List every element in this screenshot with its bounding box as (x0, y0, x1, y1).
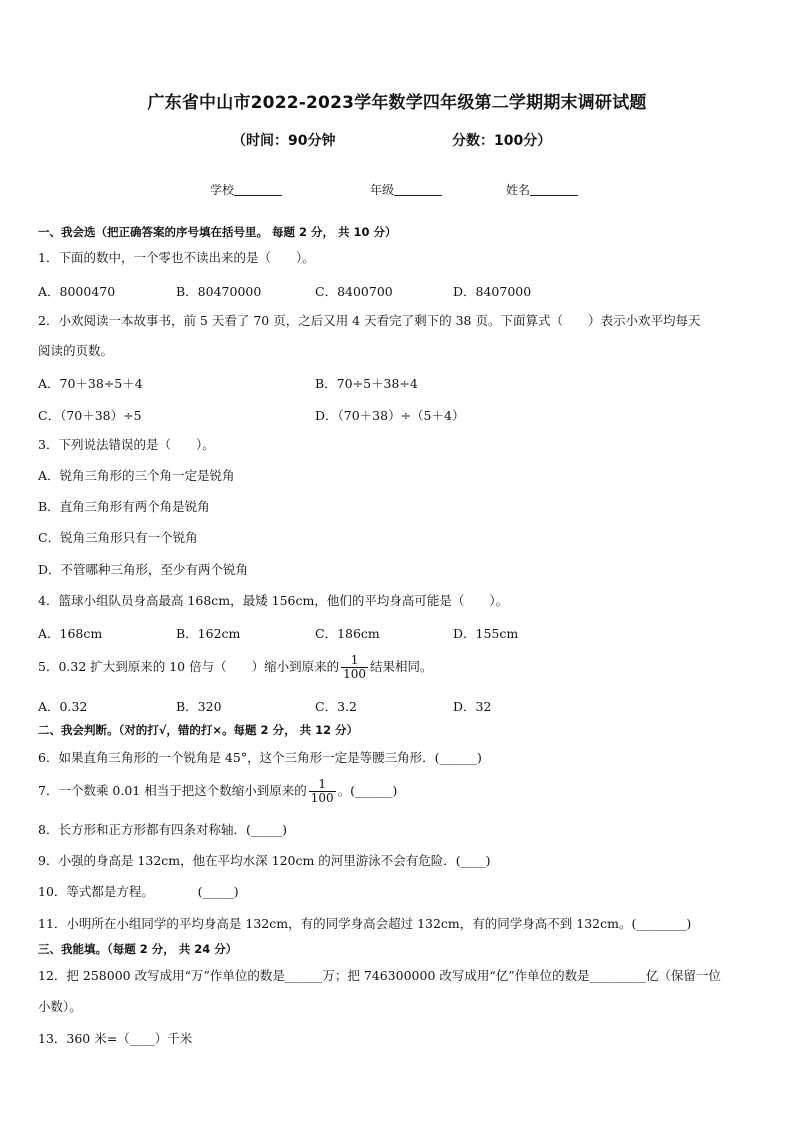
q5-option-a: A．0.32 (38, 699, 88, 714)
grade-field[interactable] (370, 181, 442, 198)
q1-option-c: C．8400700 (315, 284, 393, 299)
q2-stem-line2: 阅读的页数。 (38, 343, 114, 358)
q2-option-d: D．（70＋38）÷（5＋4） (315, 408, 465, 423)
q2-option-b: B．70÷5＋38÷4 (315, 376, 418, 391)
school-label: 学校 (210, 183, 235, 197)
section1-heading: 一、我会选（把正确答案的序号填在括号里。 每题 2 分， 共 10 分） (38, 225, 397, 239)
exam-score: 分数：100分） (452, 133, 552, 149)
q6: 6．如果直角三角形的一个锐角是 45°，这个三角形一定是等腰三角形．(______) (38, 750, 482, 765)
q3-stem: 3．下列说法错误的是（ ）。 (38, 437, 215, 452)
q5-stem-pre: 5．0.32 扩大到原来的 10 倍与（ ）缩小到原来的 (38, 659, 340, 674)
q5-stem-post: 结果相同。 (370, 659, 433, 674)
q11: 11．小明所在小组同学的平均身高是 132cm，有的同学身高会超过 132cm，有的同学身高不到 132cm。(________) (38, 916, 692, 931)
q4-option-c: C．186cm (315, 626, 380, 641)
q4-stem: 4．篮球小组队员身高最高 168cm，最矮 156cm，他们的平均身高可能是（ ）。 (38, 593, 509, 608)
q5-fraction-denominator: 100 (343, 667, 367, 681)
q10: 10．等式都是方程。 (_____) (38, 884, 239, 899)
q3-option-b: B．直角三角形有两个角是锐角 (38, 499, 210, 514)
q2-option-a: A．70＋38÷5＋4 (38, 376, 143, 391)
page-title: 广东省中山市2022-2023学年数学四年级第二学期期末调研试题 (147, 93, 647, 113)
q1-option-d: D．8407000 (453, 284, 532, 299)
q12-line1: 12．把 258000 改写成用“万”作单位的数是______万；把 746300000 改写成用“亿”作单位的数是_________亿（保留一位 (38, 968, 721, 983)
q5-option-c: C．3.2 (315, 699, 357, 714)
q5-fraction-numerator: 1 (350, 653, 359, 667)
exam-time: （时间：90分钟 (232, 133, 336, 149)
q7-fraction-numerator: 1 (318, 777, 326, 791)
q3-option-c: C．锐角三角形只有一个锐角 (38, 530, 198, 545)
q5-stem (38, 652, 433, 682)
q7-fraction-denominator: 100 (310, 791, 334, 805)
q7-fraction (309, 778, 336, 805)
q5-option-d: D．32 (453, 699, 492, 714)
q1-option-b: B．80470000 (176, 284, 262, 299)
name-field[interactable] (506, 181, 578, 198)
q2-option-c: C．（70＋38）÷5 (38, 408, 142, 423)
q5-fraction (341, 654, 368, 681)
section2-heading: 二、我会判断。（对的打√，错的打×。每题 2 分， 共 12 分） (38, 723, 359, 737)
q3-option-d: D．不管哪种三角形，至少有两个锐角 (38, 562, 249, 577)
grade-label: 年级 (370, 183, 395, 197)
q1-option-a: A．8000470 (38, 284, 116, 299)
q5-option-b: B．320 (176, 699, 222, 714)
q4-option-d: D．155cm (453, 626, 519, 641)
q4-option-a: A．168cm (38, 626, 103, 641)
q9: 9．小强的身高是 132cm，他在平均水深 120cm 的河里游泳不会有危险．(____) (38, 853, 491, 868)
grade-blank[interactable] (394, 183, 442, 196)
school-blank[interactable] (234, 183, 282, 196)
q13: 13．360 米=（____）千米 (38, 1031, 193, 1046)
q7 (38, 776, 397, 806)
q2-stem-line1: 2．小欢阅读一本故事书，前 5 天看了 70 页，之后又用 4 天看完了剩下的 38 页。下面算式（ ）表示小欢平均每天 (38, 313, 701, 328)
q1-stem: 1．下面的数中，一个零也不读出来的是（ ）。 (38, 250, 315, 265)
name-blank[interactable] (530, 183, 578, 196)
q7-stem-post: 。(______) (337, 783, 398, 798)
q3-option-a: A．锐角三角形的三个角一定是锐角 (38, 468, 235, 483)
q7-stem-pre: 7．一个数乘 0.01 相当于把这个数缩小到原来的 (38, 783, 307, 798)
q12-line2: 小数）。 (38, 999, 82, 1014)
section3-heading: 三、我能填。（每题 2 分， 共 24 分） (38, 942, 238, 956)
q8: 8．长方形和正方形都有四条对称轴．(_____) (38, 822, 287, 837)
school-field[interactable] (210, 181, 282, 198)
name-label: 姓名 (506, 183, 531, 197)
q4-option-b: B．162cm (176, 626, 241, 641)
